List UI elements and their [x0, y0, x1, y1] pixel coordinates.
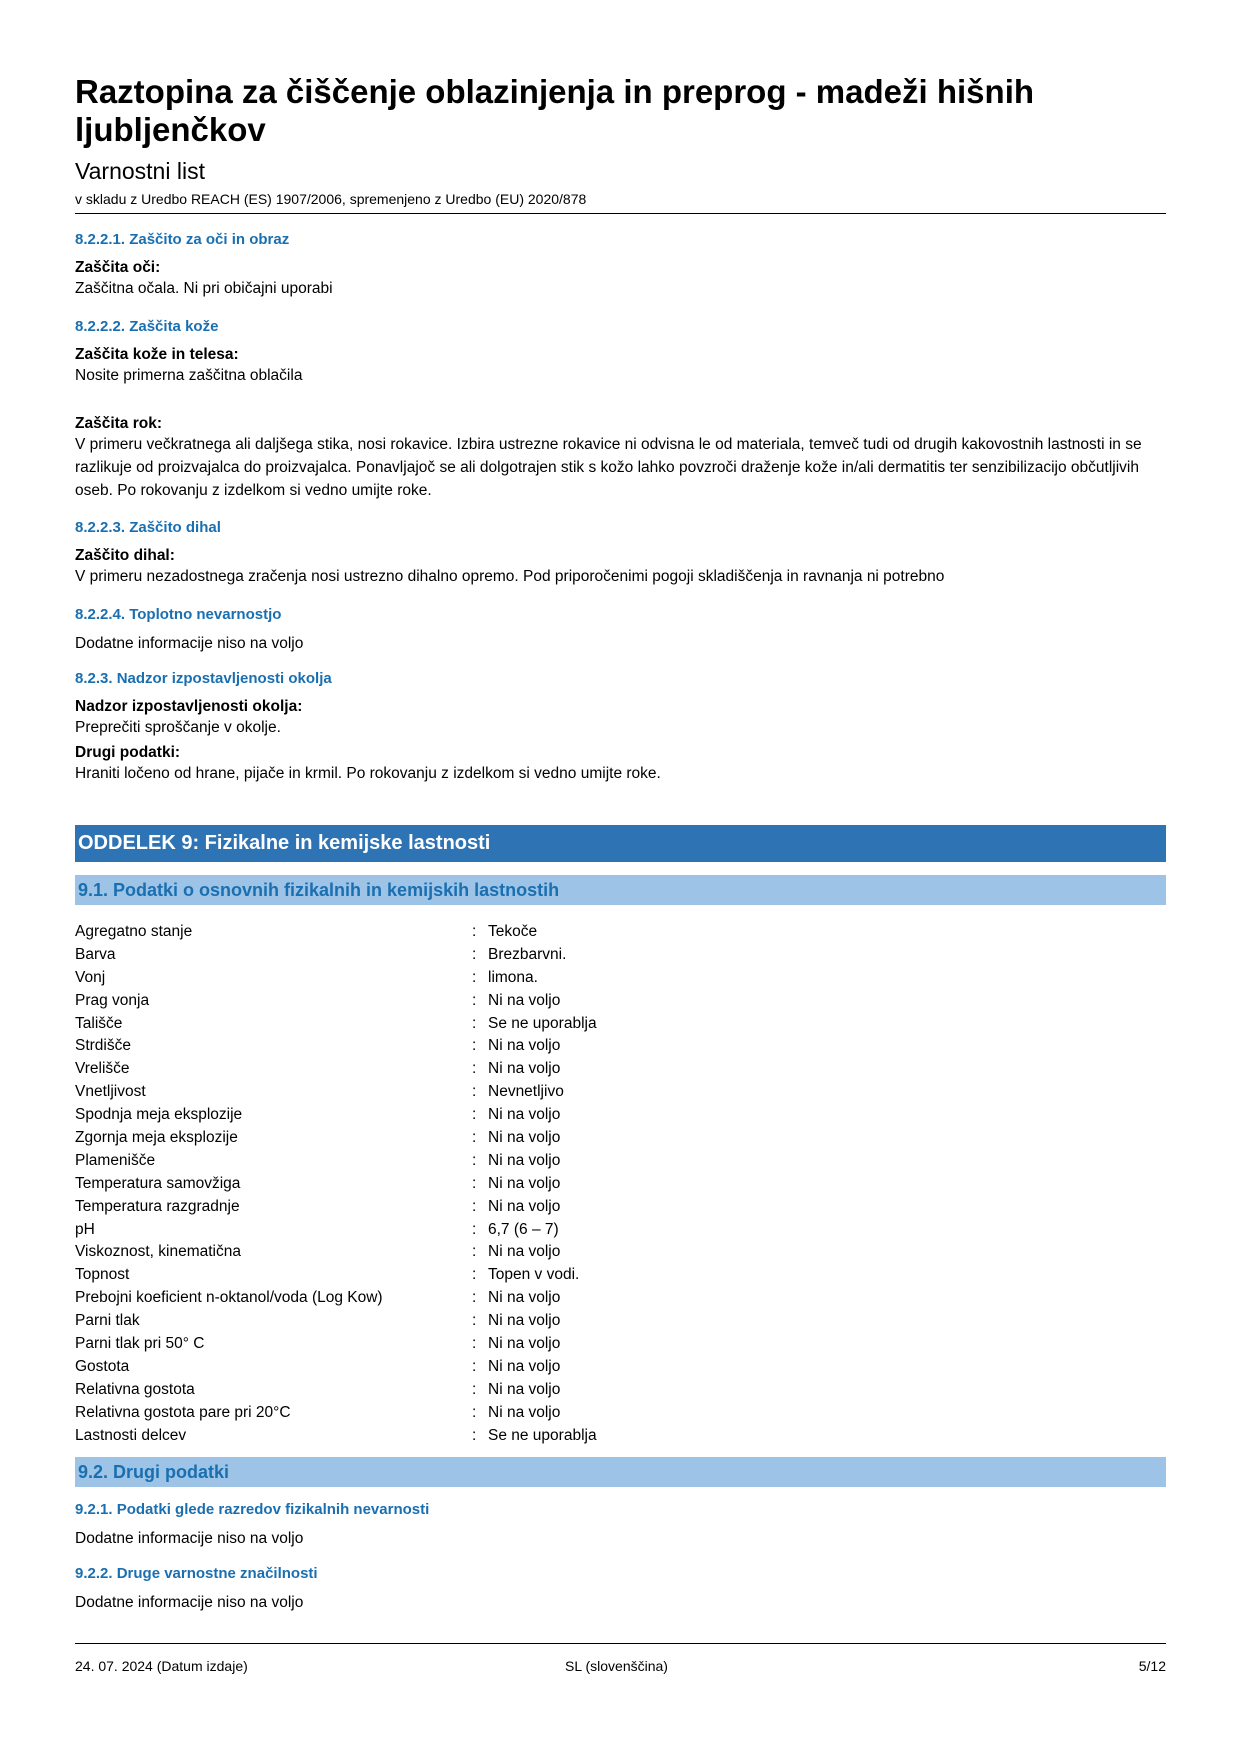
hand-protection-text: V primeru večkratnega ali daljšega stika, nosi rokavice. Izbira ustrezne rokavice ni odvisna le od materiala, temveč tudi od drugih kakovostnih lastnosti in se razlikuje od proizvajalca do proizvajalca. Ponavljajoč se ali dolgotrajen stik s kožo lahko povzroči draženje kože in/ali dermatitis ter senzibilizacijo občutljivih oseb. Po rokovanju z izdelkom si vedno umijte roke. — [75, 436, 1142, 499]
skin-protection-label: Zaščita kože in telesa: — [75, 346, 239, 363]
property-separator: : — [472, 968, 477, 986]
property-name: Spodnja meja eksplozije — [75, 1106, 243, 1124]
property-row — [75, 1104, 1166, 1127]
property-separator: : — [472, 1312, 477, 1330]
respiratory-protection-heading: 8.2.2.3. Zaščito dihal — [75, 519, 221, 536]
property-separator: : — [472, 923, 477, 940]
property-separator: : — [472, 1151, 477, 1169]
property-name: Gostota — [75, 1357, 130, 1375]
environmental-exposure-label: Nadzor izpostavljenosti okolja: — [75, 698, 303, 715]
header-divider — [75, 213, 1166, 214]
property-name: Viskoznost, kinematična — [75, 1243, 241, 1261]
property-row — [75, 1081, 1166, 1104]
property-value: Ni na voljo — [488, 1289, 561, 1307]
respiratory-protection-label: Zaščito dihal: — [75, 547, 175, 564]
property-row — [75, 1379, 1166, 1402]
property-value: Ni na voljo — [488, 1037, 561, 1055]
property-separator: : — [472, 1220, 477, 1238]
thermal-hazards-heading: 8.2.2.4. Toplotno nevarnostjo — [75, 606, 282, 623]
property-name: Relativna gostota — [75, 1380, 195, 1398]
property-value: Ni na voljo — [488, 1106, 561, 1124]
property-row — [75, 967, 1166, 990]
property-name: Lastnosti delcev — [75, 1426, 187, 1444]
section-9-1-title: 9.1. Podatki o osnovnih fizikalnih in kemijskih lastnostih — [75, 875, 1166, 905]
property-row — [75, 1241, 1166, 1264]
property-value: Brezbarvni. — [488, 945, 567, 963]
property-row — [75, 1127, 1166, 1150]
section-9-2-1-text: Dodatne informacije niso na voljo — [75, 1530, 304, 1547]
section-9-2-title: 9.2. Drugi podatki — [75, 1457, 1166, 1487]
property-separator: : — [472, 1083, 477, 1101]
property-row — [75, 1402, 1166, 1425]
property-value: Ni na voljo — [488, 1129, 561, 1147]
property-row — [75, 1264, 1166, 1287]
property-row — [75, 1333, 1166, 1356]
property-value: Ni na voljo — [488, 1357, 561, 1375]
footer-language: SL (slovenščina) — [565, 1658, 668, 1674]
skin-protection-text: Nosite primerna zaščitna oblačila — [75, 367, 303, 384]
property-row — [75, 990, 1166, 1013]
property-row — [75, 921, 1166, 944]
property-value: Ni na voljo — [488, 1197, 561, 1215]
property-name: Vrelišče — [75, 1060, 130, 1078]
property-name: Parni tlak — [75, 1312, 140, 1330]
footer-issue-date: 24. 07. 2024 (Datum izdaje) — [75, 1658, 248, 1674]
property-name: Tališče — [75, 1014, 123, 1032]
property-name: Plamenišče — [75, 1151, 156, 1169]
property-value: Ni na voljo — [488, 1174, 561, 1192]
other-data-text: Hraniti ločeno od hrane, pijače in krmil. Po rokovanju z izdelkom si vedno umijte roke. — [75, 765, 661, 782]
property-value: Ni na voljo — [488, 991, 561, 1009]
document-subtitle: Varnostni list — [75, 158, 205, 184]
property-separator: : — [472, 1106, 477, 1124]
property-row — [75, 1173, 1166, 1196]
property-row — [75, 1287, 1166, 1310]
property-separator: : — [472, 1014, 477, 1032]
property-separator: : — [472, 1335, 477, 1353]
property-row — [75, 1058, 1166, 1081]
property-value: Se ne uporablja — [488, 1014, 597, 1032]
other-data-label: Drugi podatki: — [75, 744, 181, 761]
footer-page-number: 5/12 — [1138, 1658, 1166, 1674]
section-9-2-1-heading: 9.2.1. Podatki glede razredov fizikalnih nevarnosti — [75, 1501, 430, 1518]
property-separator: : — [472, 1403, 477, 1421]
property-name: Zgornja meja eksplozije — [75, 1129, 238, 1147]
property-name: Prebojni koeficient n-oktanol/voda (Log Kow) — [75, 1289, 383, 1307]
skin-protection-heading: 8.2.2.2. Zaščita kože — [75, 318, 219, 335]
footer-divider — [75, 1643, 1166, 1644]
property-separator: : — [472, 1266, 477, 1284]
eye-protection-heading: 8.2.2.1. Zaščito za oči in obraz — [75, 231, 290, 248]
property-name: Parni tlak pri 50° C — [75, 1335, 205, 1353]
eye-protection-text: Zaščitna očala. Ni pri običajni uporabi — [75, 280, 333, 297]
property-separator: : — [472, 1174, 477, 1192]
section-9-title: ODDELEK 9: Fizikalne in kemijske lastnosti — [75, 825, 1166, 862]
property-row — [75, 1035, 1166, 1058]
property-separator: : — [472, 1426, 477, 1444]
property-value: Nevnetljivo — [488, 1083, 564, 1101]
property-separator: : — [472, 1060, 477, 1078]
property-value: Ni na voljo — [488, 1243, 561, 1261]
property-name: Prag vonja — [75, 991, 150, 1009]
respiratory-protection-text: V primeru nezadostnega zračenja nosi ustrezno dihalno opremo. Pod priporočenimi pogoji skladiščenja in ravnanja ni potrebno — [75, 568, 945, 585]
property-row — [75, 1150, 1166, 1173]
regulation-note: v skladu z Uredbo REACH (ES) 1907/2006, spremenjeno z Uredbo (EU) 2020/878 — [75, 191, 587, 207]
property-row — [75, 1425, 1166, 1448]
property-separator: : — [472, 1243, 477, 1261]
property-value: Tekoče — [488, 923, 538, 940]
hand-protection-label: Zaščita rok: — [75, 415, 163, 432]
property-name: pH — [75, 1220, 95, 1238]
property-name: Barva — [75, 945, 116, 963]
thermal-hazards-text: Dodatne informacije niso na voljo — [75, 635, 304, 652]
property-row — [75, 1196, 1166, 1219]
property-separator: : — [472, 1129, 477, 1147]
property-row — [75, 1310, 1166, 1333]
property-row — [75, 1356, 1166, 1379]
property-separator: : — [472, 945, 477, 963]
property-row — [75, 1219, 1166, 1242]
property-separator: : — [472, 1037, 477, 1055]
property-separator: : — [472, 1197, 477, 1215]
document-title: Raztopina za čiščenje oblazinjenja in preprog - madeži hišnih ljubljenčkov — [75, 73, 1035, 148]
property-name: Temperatura razgradnje — [75, 1197, 240, 1215]
property-separator: : — [472, 1380, 477, 1398]
section-9-2-2-text: Dodatne informacije niso na voljo — [75, 1594, 304, 1611]
property-name: Agregatno stanje — [75, 923, 193, 940]
property-value: Ni na voljo — [488, 1403, 561, 1421]
property-separator: : — [472, 1357, 477, 1375]
environmental-exposure-text: Preprečiti sproščanje v okolje. — [75, 719, 281, 736]
property-value: Ni na voljo — [488, 1335, 561, 1353]
property-value: Ni na voljo — [488, 1060, 561, 1078]
properties-list — [75, 921, 1166, 1447]
property-name: Temperatura samovžiga — [75, 1174, 241, 1192]
property-name: Vonj — [75, 968, 106, 986]
property-name: Topnost — [75, 1266, 130, 1284]
property-value: Ni na voljo — [488, 1312, 561, 1330]
property-value: Ni na voljo — [488, 1380, 561, 1398]
eye-protection-label: Zaščita oči: — [75, 259, 161, 276]
property-name: Relativna gostota pare pri 20°C — [75, 1403, 291, 1421]
property-value: Ni na voljo — [488, 1151, 561, 1169]
property-value: limona. — [488, 968, 538, 986]
property-name: Vnetljivost — [75, 1083, 146, 1101]
property-separator: : — [472, 991, 477, 1009]
property-value: Se ne uporablja — [488, 1426, 597, 1444]
property-separator: : — [472, 1289, 477, 1307]
property-row — [75, 944, 1166, 967]
property-value: Topen v vodi. — [488, 1266, 580, 1284]
environmental-exposure-heading: 8.2.3. Nadzor izpostavljenosti okolja — [75, 670, 332, 687]
property-row — [75, 1013, 1166, 1036]
property-value: 6,7 (6 – 7) — [488, 1220, 559, 1238]
property-name: Strdišče — [75, 1037, 131, 1055]
section-9-2-2-heading: 9.2.2. Druge varnostne značilnosti — [75, 1565, 318, 1582]
